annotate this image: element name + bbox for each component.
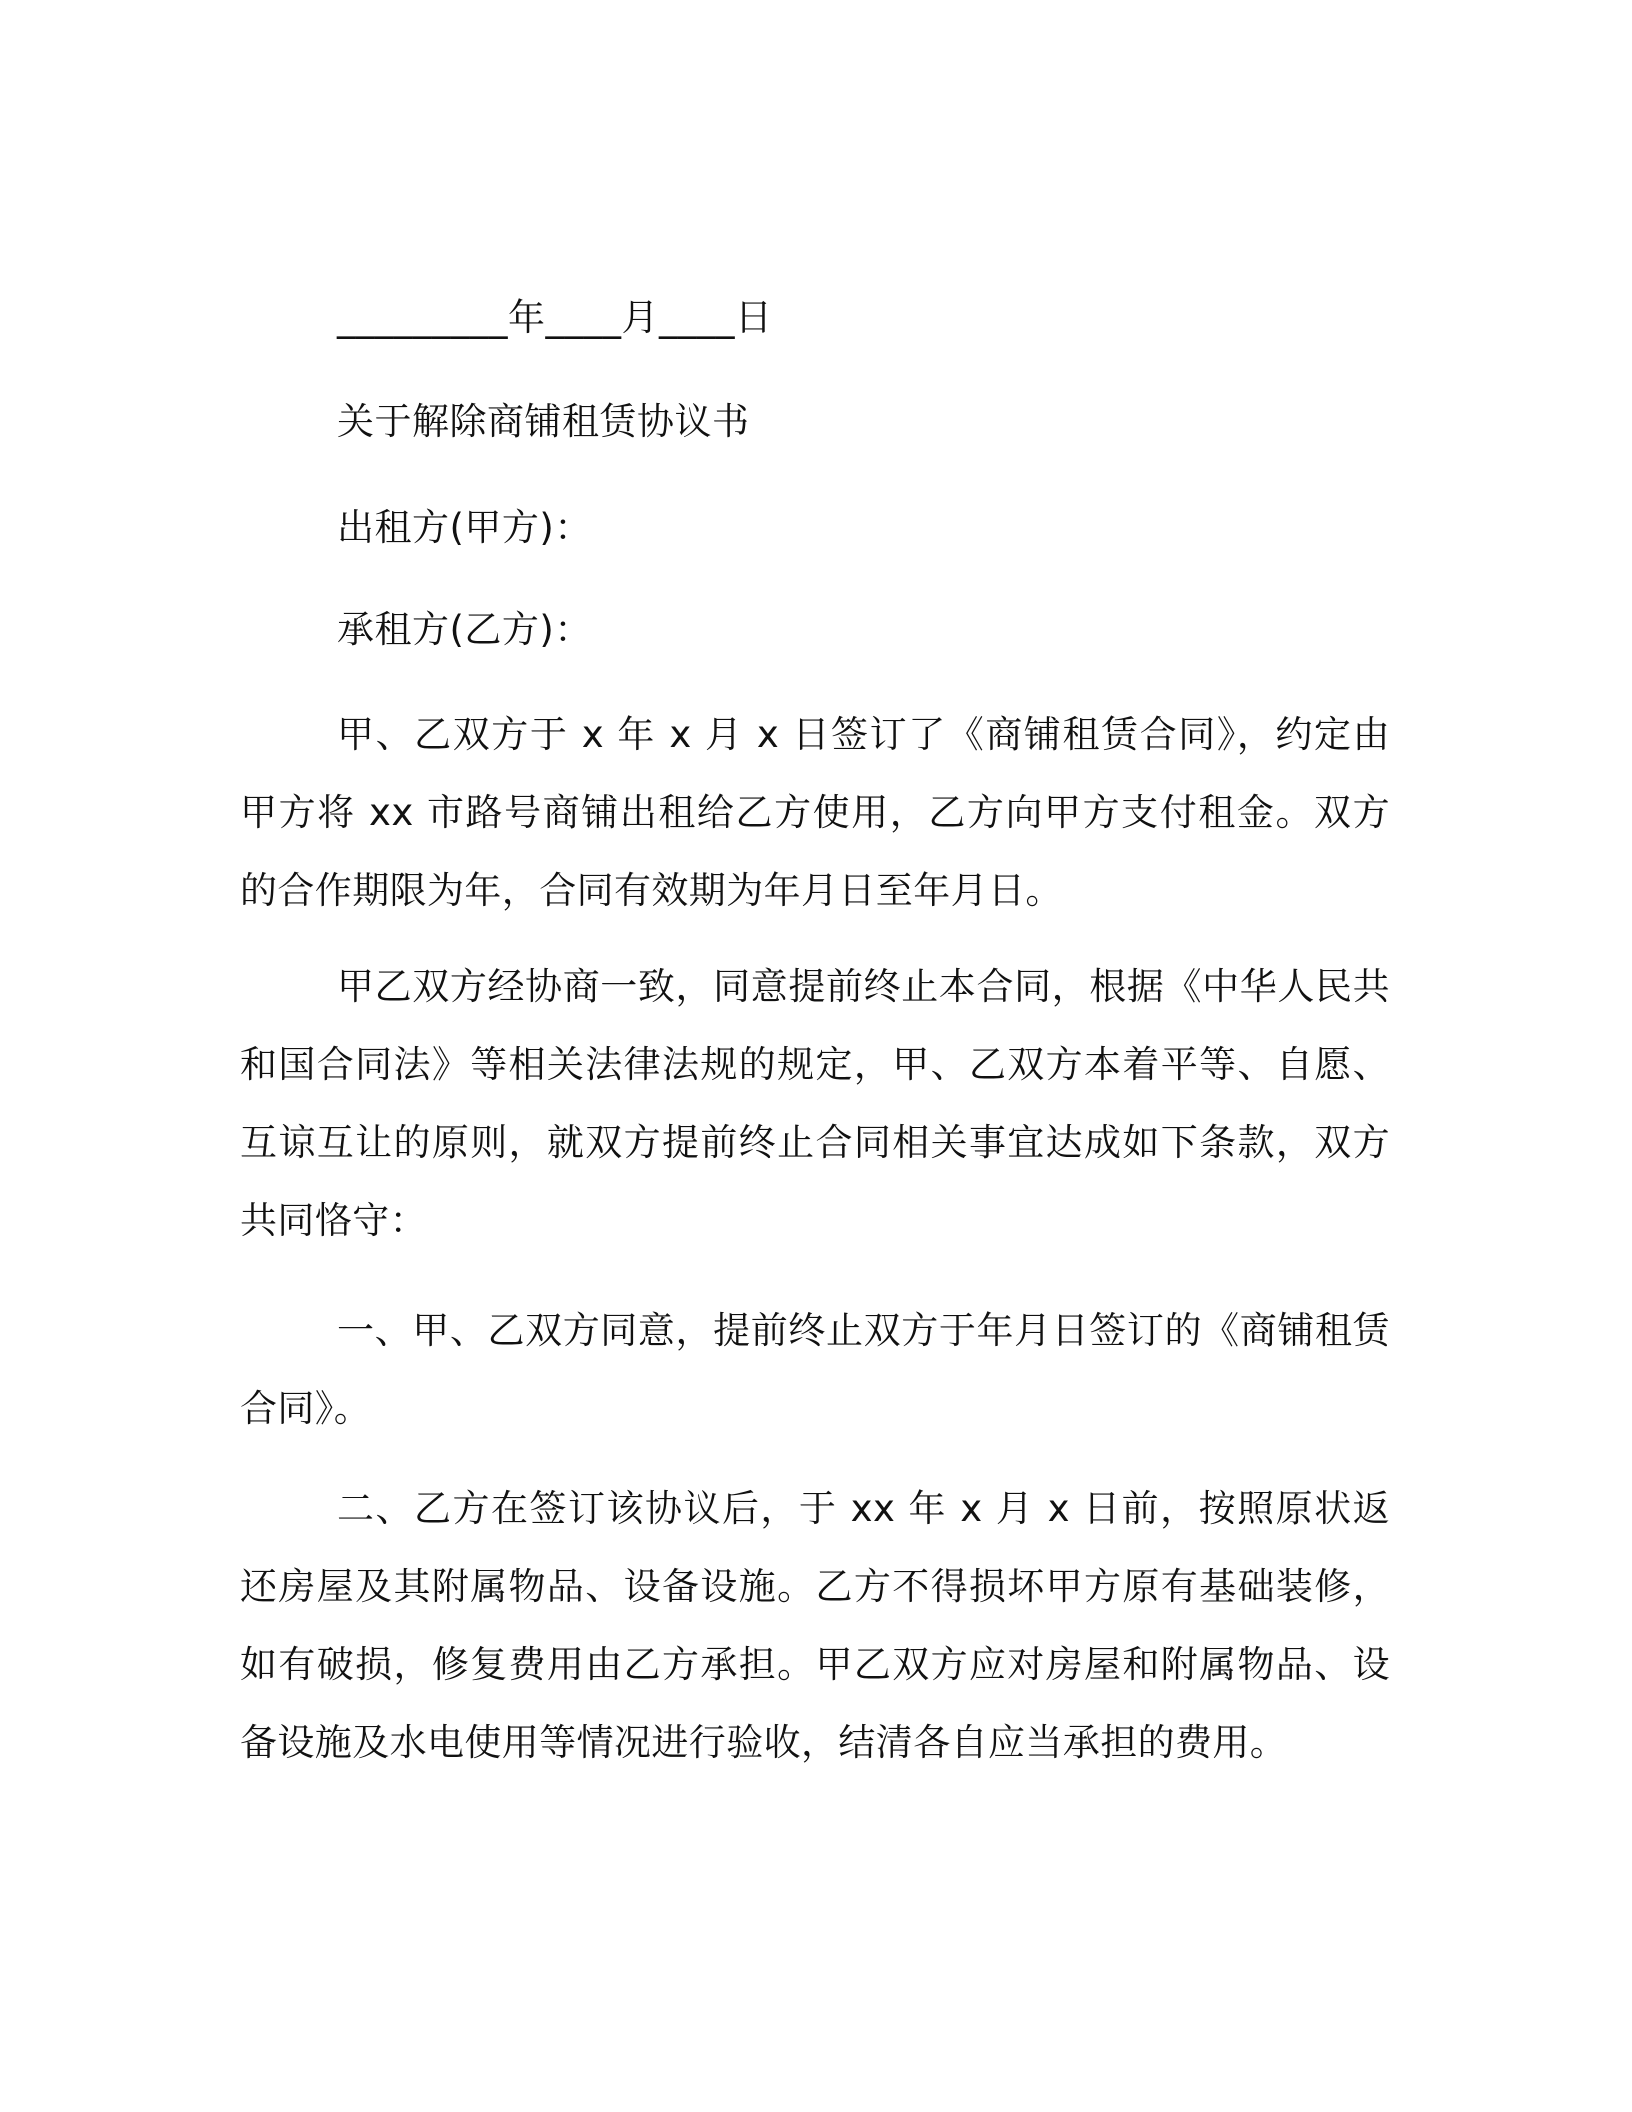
lessee-label: 承租方(乙方)：: [337, 608, 592, 651]
clause-one: 一、甲、乙双方同意，提前终止双方于年月日签订的《商铺租赁合同》。: [240, 1309, 1390, 1430]
date-line: _________年____月____日: [337, 296, 773, 339]
document-title: 关于解除商铺租赁协议书: [337, 400, 750, 443]
lessor-label: 出租方(甲方)：: [337, 506, 592, 549]
paragraph-termination-agreement: 甲乙双方经协商一致，同意提前终止本合同，根据《中华人民共和国合同法》等相关法律法规的规定，甲、乙双方本着平等、自愿、互谅互让的原则，就双方提前终止合同相关事宜达成如下条款，双方共同恪守：: [240, 965, 1390, 1242]
clause-two: 二、乙方在签订该协议后，于 xx 年 x 月 x 日前，按照原状返还房屋及其附属物品、设备设施。乙方不得损坏甲方原有基础装修，如有破损，修复费用由乙方承担。甲乙双方应对房屋和附属物品、设备设施及水电使用等情况进行验收，结清各自应当承担的费用。: [240, 1487, 1390, 1764]
paragraph-contract-background: 甲、乙双方于 x 年 x 月 x 日签订了《商铺租赁合同》，约定由甲方将 xx 市路号商铺出租给乙方使用，乙方向甲方支付租金。双方的合作期限为年，合同有效期为年月日至年月日。: [240, 713, 1390, 912]
